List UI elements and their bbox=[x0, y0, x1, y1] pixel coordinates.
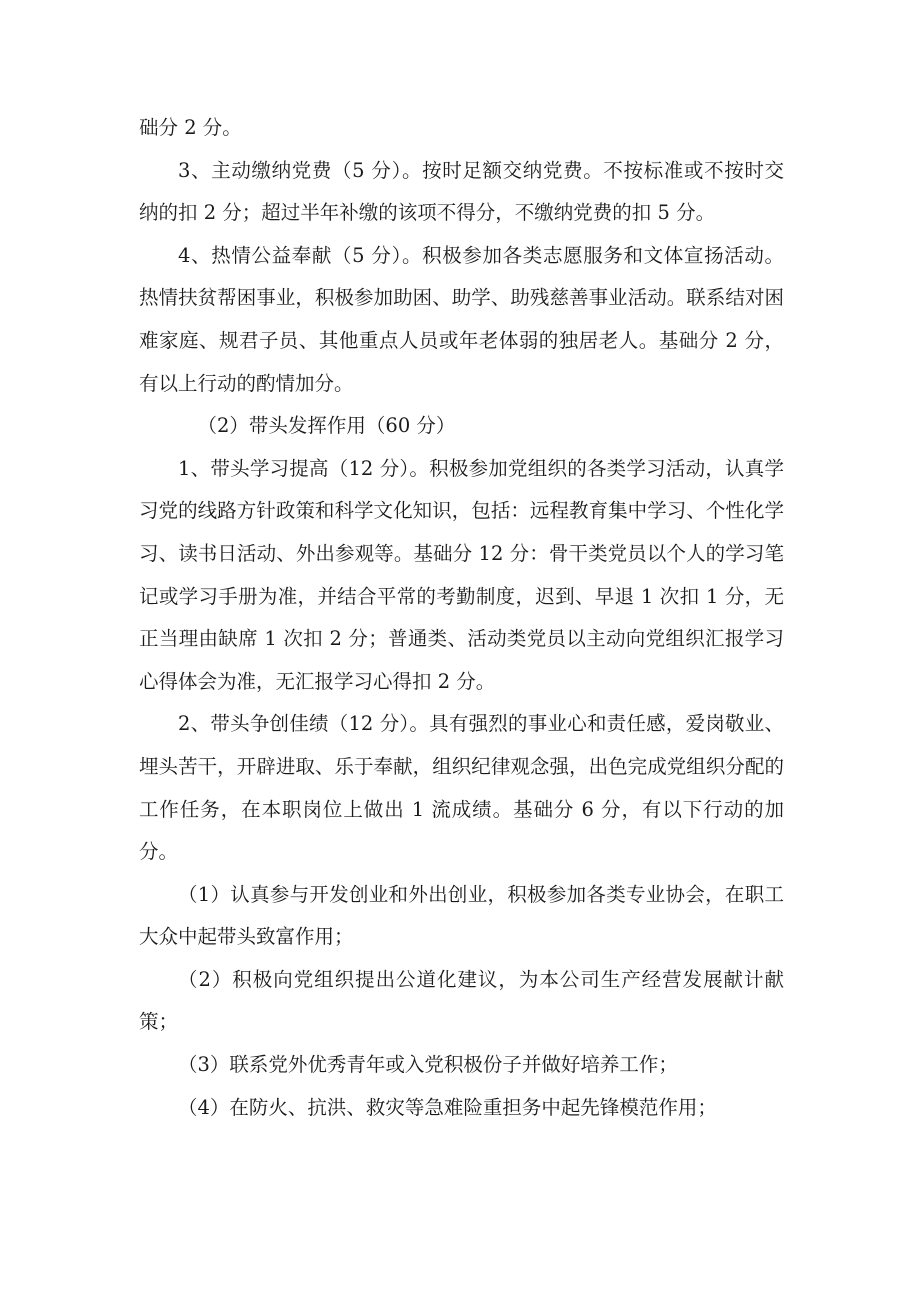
section-heading: （2）带头发挥作用（60 分） bbox=[197, 414, 456, 438]
list-item-2: （2）积极向党组织提出公道化建议，为本公司生产经营发展献计献策； bbox=[139, 967, 784, 1034]
list-item-1: （1）认真参与开发创业和外出创业，积极参加各类专业协会，在职工大众中起带头致富作用； bbox=[139, 882, 784, 949]
paragraph-continuation: 础分 2 分。 bbox=[139, 116, 242, 139]
list-item-3: （3）联系党外优秀青年或入党积极份子并做好培养工作； bbox=[178, 1053, 678, 1077]
paragraph-party-dues: 3、主动缴纳党费（5 分）。按时足额交纳党费。不按标准或不按时交纳的扣 2 分；超过半年补缴的该项不得分，不缴纳党费的扣 5 分。 bbox=[139, 158, 784, 225]
paragraph-study: 1、带头学习提高（12 分）。积极参加党组织的各类学习活动，认真学习党的线路方针政策和科学文化知识，包括：远程教育集中学习、个性化学习、读书日活动、外出参观等。基础分 12 分：骨干类党员以个人的学习笔记或学习手册为准，并结合平常的考勤制度，迟到、早退 1 次扣 1 分，无正当理由缺席 1 次扣 2 分；普通类、活动类党员以主动向党组织汇报学习心得体会为准，无汇报学习心得扣 2 分。 bbox=[139, 456, 784, 693]
paragraph-public-service: 4、热情公益奉献（5 分）。积极参加各类志愿服务和文体宣扬活动。热情扶贫帮困事业，积极参加助困、助学、助残慈善事业活动。联系结对困难家庭、规君子员、其他重点人员或年老体弱的独居老人。基础分 2 分，有以上行动的酌情加分。 bbox=[139, 243, 784, 395]
paragraph-achievement: 2、带头争创佳绩（12 分）。具有强烈的事业心和责任感，爱岗敬业、埋头苦干，开辟进取、乐于奉献，组织纪律观念强，出色完成党组织分配的工作任务，在本职岗位上做出 1 流成绩。基础分 6 分，有以下行动的加分。 bbox=[139, 712, 784, 864]
list-item-4: （4）在防火、抗洪、救灾等急难险重担务中起先锋模范作用； bbox=[178, 1095, 717, 1119]
document-page bbox=[139, 107, 784, 1129]
